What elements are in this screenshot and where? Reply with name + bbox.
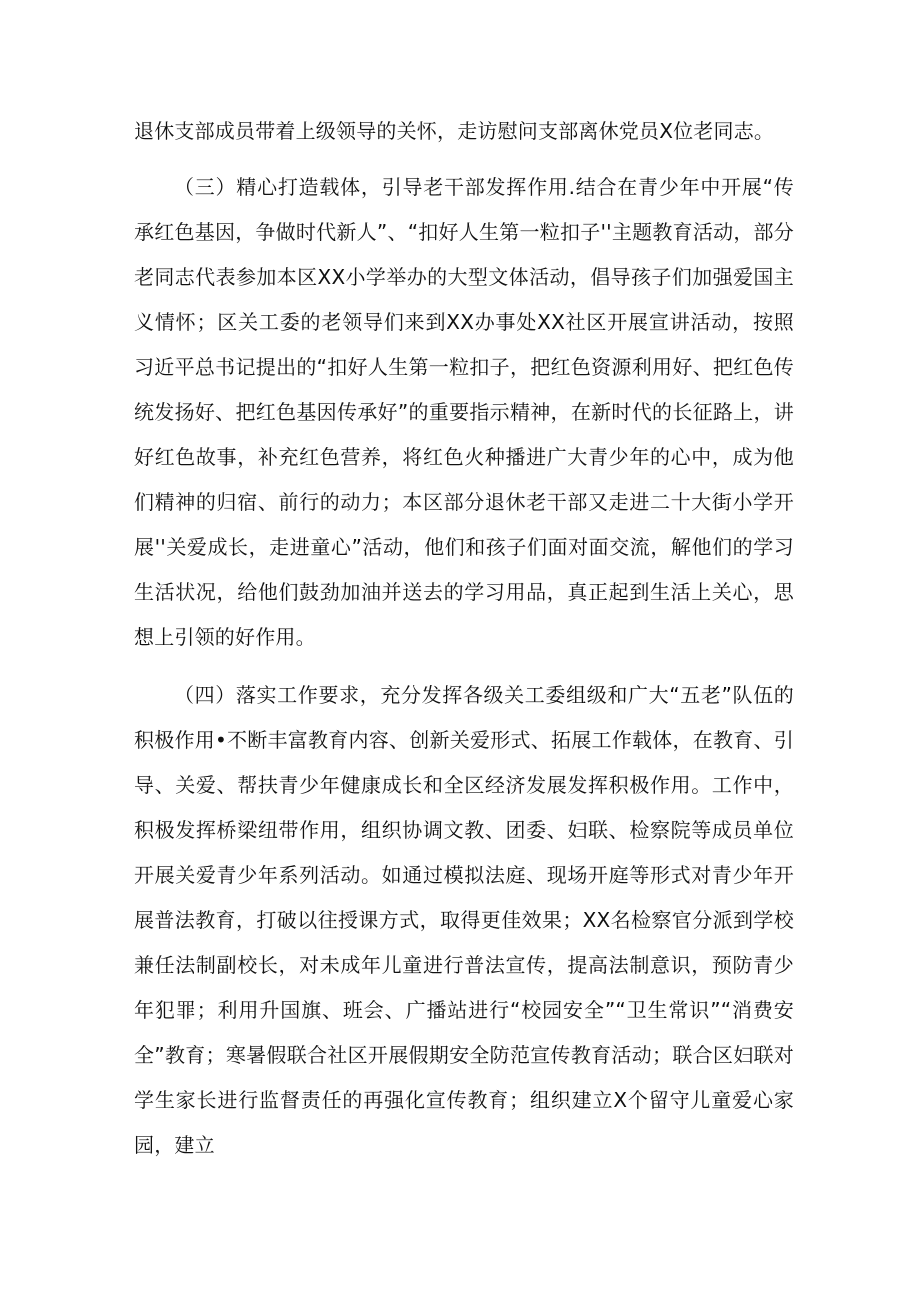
paragraph-section-four: （四）落实工作要求，充分发挥各级关工委组级和广大“五老”队伍的积极作用•不断丰富教育内容、创新关爱形式、拓展工作载体，在教育、引导、关爱、帮扶青少年健康成长和全区经济发展发挥积极作用。工作中，积极发挥桥梁纽带作用，组织协调文教、团委、妇联、检察院等成员单位开展关爱青少年系列活动。如通过模拟法庭、现场开庭等形式对青少年开展普法教育，打破以往授课方式，取得更佳效果；XX名检察官分派到学校兼任法制副校长，对未成年儿童进行普法宣传，提高法制意识，预防青少年犯罪；利用升国旗、班会、广播站进行“校园安全”“卫生常识”“消费安全”教育；寒暑假联合社区开展假期安全防范宣传教育活动；联合区妇联对学生家长进行监督责任的再强化宣传教育；组织建立X个留守儿童爱心家园，建立 — [134, 683, 794, 1157]
paragraph-continuation: 退休支部成员带着上级领导的关怀，走访慰问支部离休党员X位老同志。 — [134, 119, 775, 143]
paragraph-section-three: （三）精心打造载体，引导老干部发挥作用.结合在青少年中开展“传承红色基因，争做时代新人”、“扣好人生第一粒扣子''主题教育活动，部分老同志代表参加本区XX小学举办的大型文体活动，倡导孩子们加强爱国主义情怀；区关工委的老领导们来到XX办事处XX社区开展宣讲活动，按照习近平总书记提出的“扣好人生第一粒扣子，把红色资源利用好、把红色传统发扬好、把红色基因传承好”的重要指示精神，在新时代的长征路上，讲好红色故事，补充红色营养，将红色火种播进广大青少年的心中，成为他们精神的归宿、前行的动力；本区部分退休老干部又走进二十大街小学开展''关爱成长，走进童心”活动，他们和孩子们面对面交流，解他们的学习生活状况，给他们鼓劲加油并送去的学习用品，真正起到生活上关心，思想上引领的好作用。 — [134, 175, 794, 649]
document-body — [134, 109, 794, 1168]
